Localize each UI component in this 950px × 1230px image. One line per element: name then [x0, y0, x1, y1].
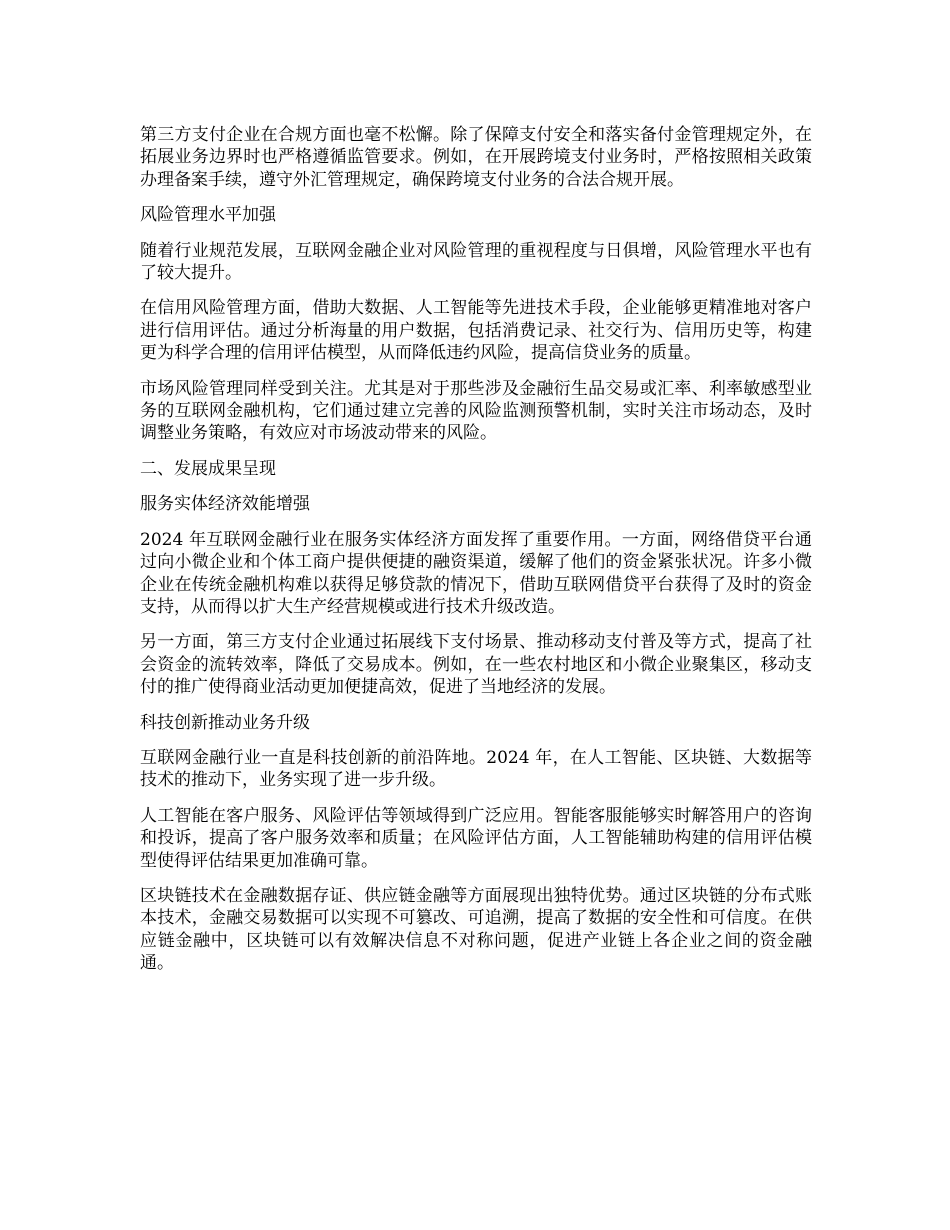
paragraph-market-risk: 市场风险管理同样受到关注。尤其是对于那些涉及金融衍生品交易或汇率、利率敏感型业务的互联网金融机构，它们通过建立完善的风险监测预警机制，实时关注市场动态，及时调整业务策略，有效应对市场波动带来的风险。	[140, 378, 812, 444]
paragraph-ai: 人工智能在客户服务、风险评估等领域得到广泛应用。智能客服能够实时解答用户的咨询和投诉，提高了客户服务效率和质量；在风险评估方面，人工智能辅助构建的信用评估模型使得评估结果更加准确可靠。	[140, 805, 812, 871]
paragraph-blockchain: 区块链技术在金融数据存证、供应链金融等方面展现出独特优势。通过区块链的分布式账本技术，金融交易数据可以实现不可篡改、可追溯，提高了数据的安全性和可信度。在供应链金融中，区块链可以有效解决信息不对称问题，促进产业链上各企业之间的资金融通。	[140, 885, 812, 974]
section-heading-tech-innovation: 科技创新推动业务升级	[140, 712, 310, 733]
paragraph-risk-intro: 随着行业规范发展，互联网金融企业对风险管理的重视程度与日俱增，风险管理水平也有了较大提升。	[140, 240, 812, 284]
paragraph-tech-intro: 互联网金融行业一直是科技创新的前沿阵地。2024 年，在人工智能、区块链、大数据等技术的推动下，业务实现了进一步升级。	[140, 747, 812, 791]
paragraph-compliance: 第三方支付企业在合规方面也毫不松懈。除了保障支付安全和落实备付金管理规定外，在拓展业务边界时也严格遵循监管要求。例如，在开展跨境支付业务时，严格按照相关政策办理备案手续，遵守外汇管理规定，确保跨境支付业务的合法合规开展。	[140, 125, 812, 190]
paragraph-credit-risk: 在信用风险管理方面，借助大数据、人工智能等先进技术手段，企业能够更精准地对客户进行信用评估。通过分析海量的用户数据，包括消费记录、社交行为、信用历史等，构建更为科学合理的信用评估模型，从而降低违约风险，提高信贷业务的质量。	[140, 298, 812, 364]
document-body	[140, 124, 812, 988]
section-heading-real-economy: 服务实体经济效能增强	[140, 494, 310, 515]
paragraph-payments: 另一方面，第三方支付企业通过拓展线下支付场景、推动移动支付普及等方式，提高了社会资金的流转效率，降低了交易成本。例如，在一些农村地区和小微企业聚集区，移动支付的推广使得商业活动更加便捷高效，促进了当地经济的发展。	[140, 632, 812, 698]
section-heading-achievements: 二、发展成果呈现	[140, 458, 276, 479]
paragraph-lending: 2024 年互联网金融行业在服务实体经济方面发挥了重要作用。一方面，网络借贷平台通过向小微企业和个体工商户提供便捷的融资渠道，缓解了他们的资金紧张状况。许多小微企业在传统金融机构难以获得足够贷款的情况下，借助互联网借贷平台获得了及时的资金支持，从而得以扩大生产经营规模或进行技术升级改造。	[140, 529, 812, 617]
section-heading-risk-management: 风险管理水平加强	[140, 205, 276, 226]
